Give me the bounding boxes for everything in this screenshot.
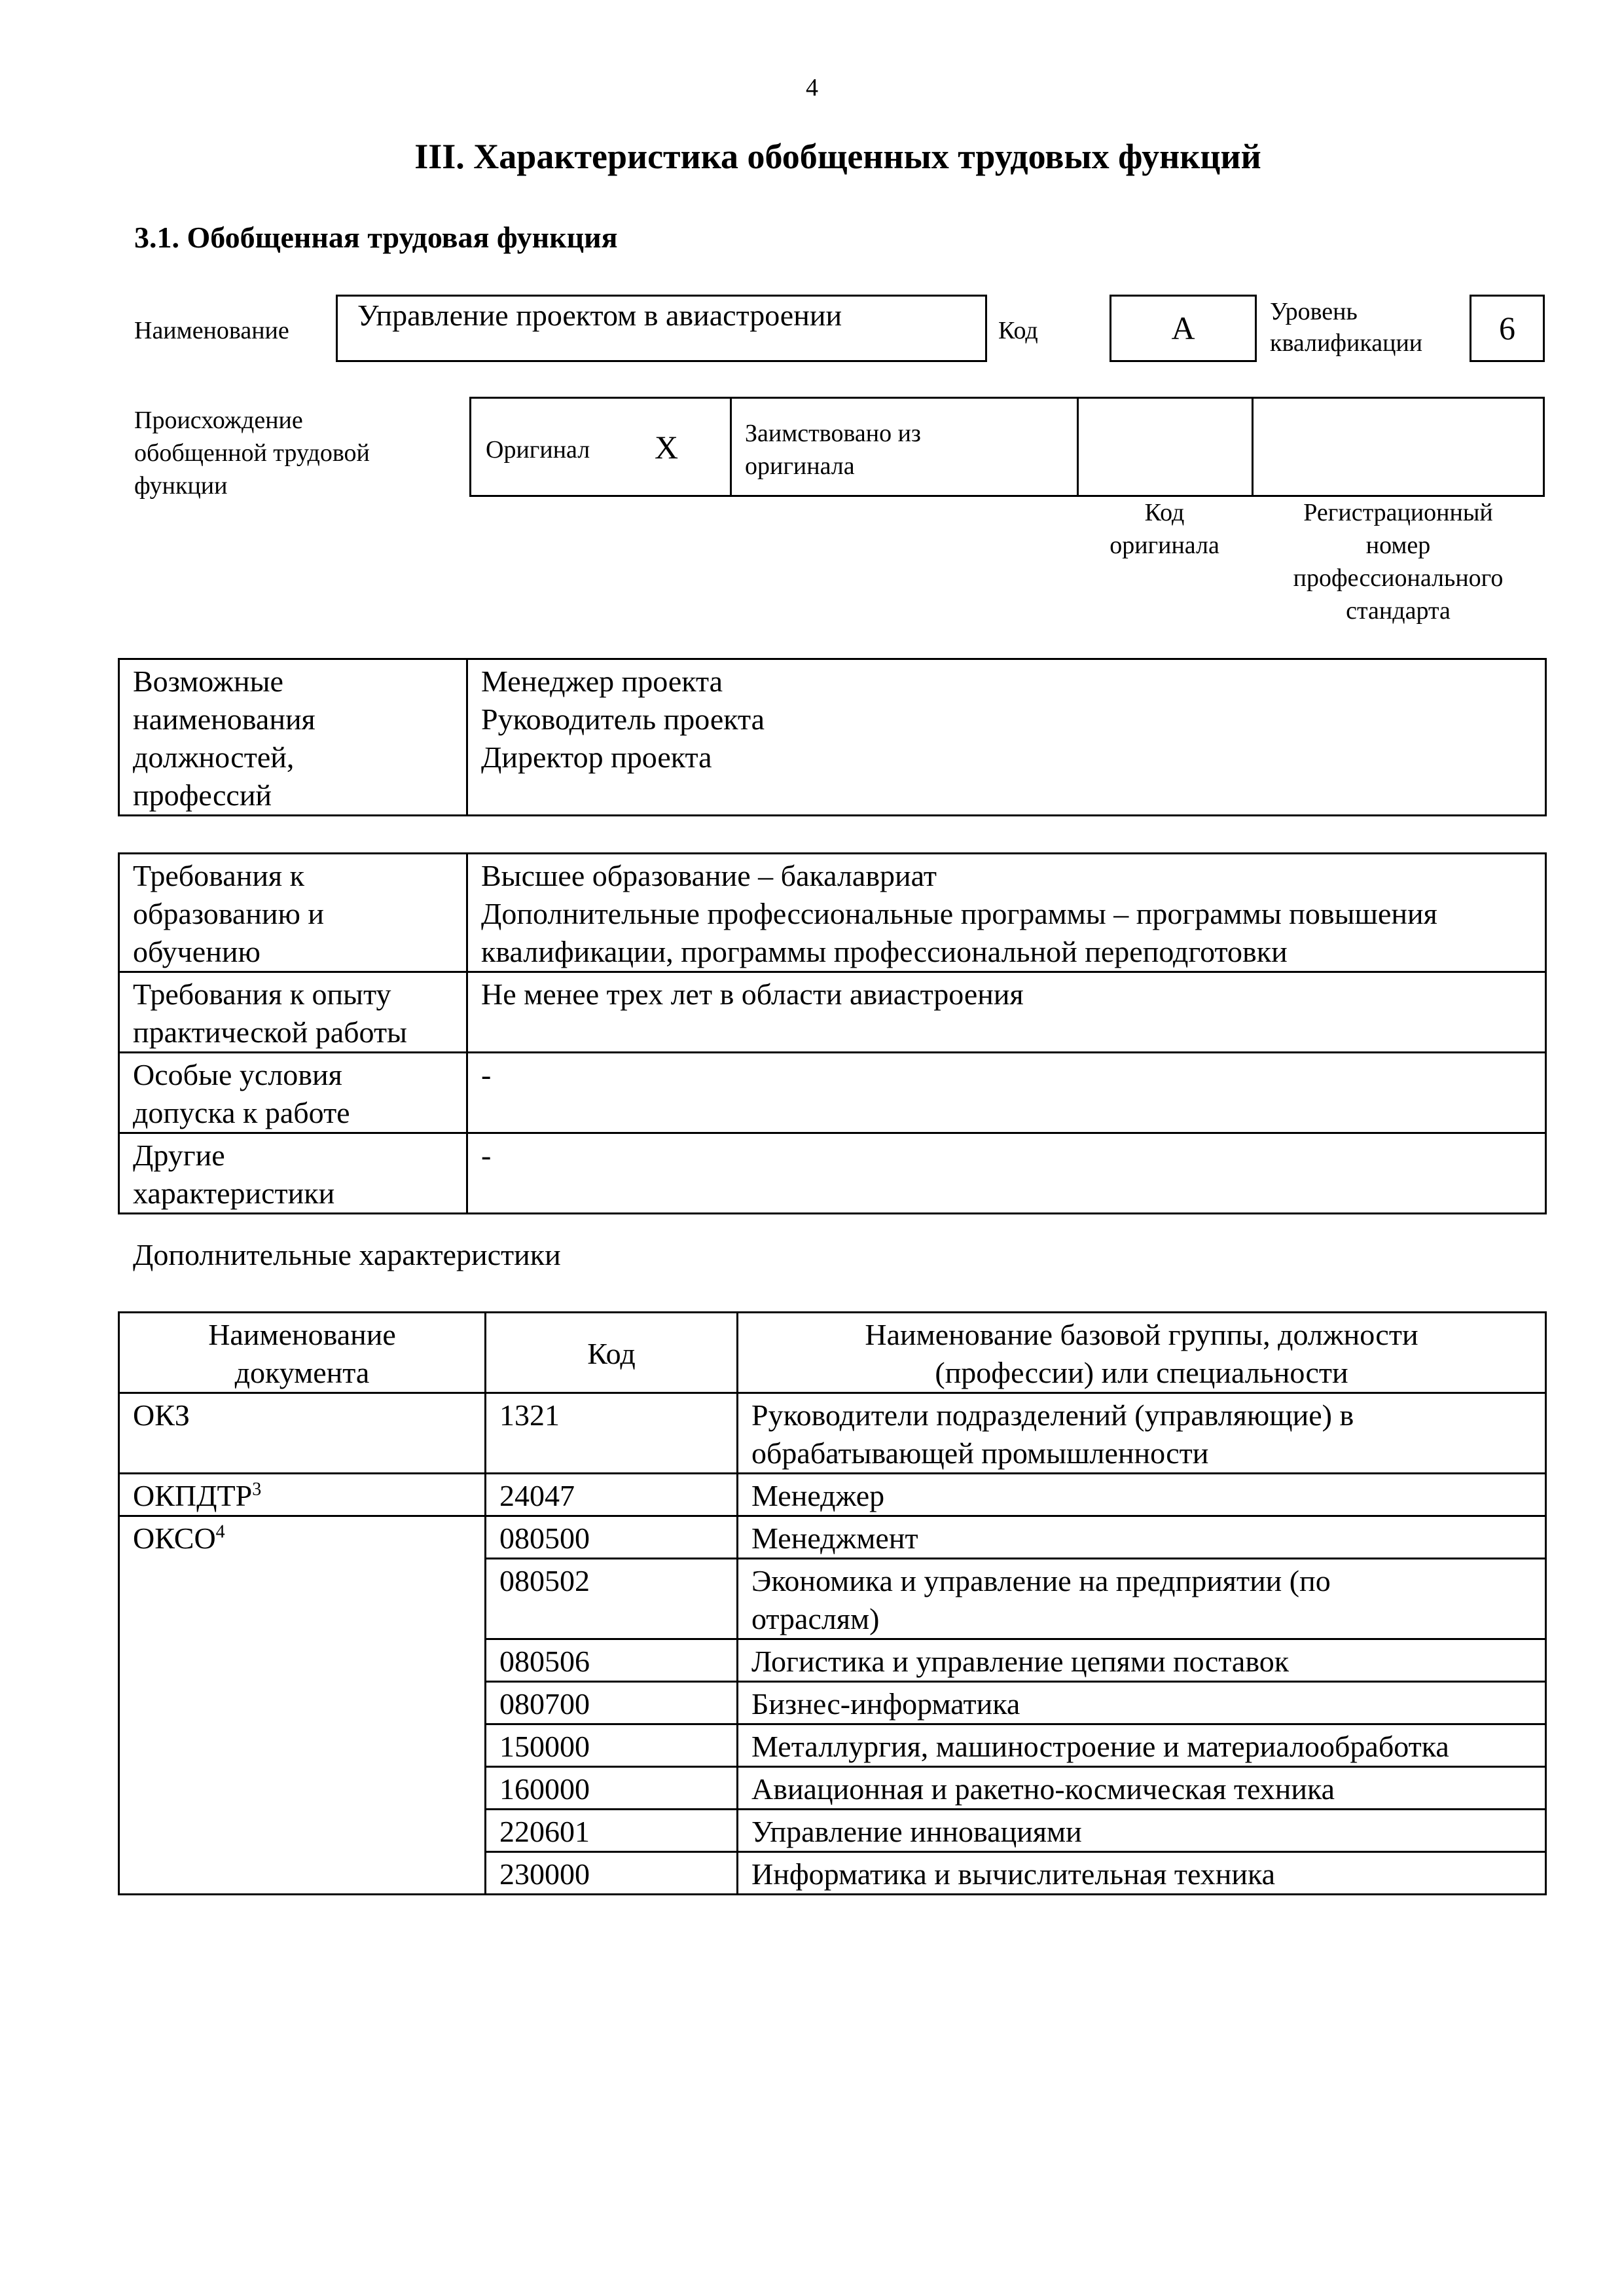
requirement-value: Высшее образование – бакалавриат Дополнительные профессиональные программы – программы повышения квалификации, программы профессиональной переподготовки [467, 854, 1546, 972]
doc-cell: ОКЗ [119, 1393, 486, 1474]
name-cell: Информатика и вычислительная техника [738, 1852, 1546, 1895]
code-cell: 080700 [486, 1682, 738, 1724]
code-cell: 220601 [486, 1810, 738, 1852]
name-cell: Металлургия, машиностроение и материалообработка [738, 1724, 1546, 1767]
requirement-label: Особые условия допуска к работе [119, 1053, 467, 1133]
additional-table [118, 1311, 1547, 1895]
code-cell: 160000 [486, 1767, 738, 1810]
requirements-table [118, 852, 1547, 1214]
name-cell: Авиационная и ракетно-космическая техника [738, 1767, 1546, 1810]
requirement-label: Требования к опыту практической работы [119, 972, 467, 1053]
borrowed-label: Заимствовано из оригинала [745, 420, 921, 480]
requirement-label: Другие характеристики [119, 1133, 467, 1214]
additional-title: Дополнительные характеристики [133, 1238, 561, 1271]
table-row [119, 854, 1546, 972]
doc-cell: ОКСО$^4$ [119, 1516, 486, 1895]
subsection-title: 3.1. Обобщенная трудовая функция [134, 221, 618, 254]
table-header-row [119, 1313, 1546, 1393]
table-row [119, 1053, 1546, 1133]
level-value: 6 [1470, 295, 1545, 362]
name-cell: Логистика и управление цепями поставок [738, 1639, 1546, 1682]
footnote-ref: 4 [215, 1522, 225, 1542]
code-label: Код [998, 317, 1038, 344]
requirement-value: - [467, 1053, 1546, 1133]
code-value: А [1110, 295, 1257, 362]
page-number: 4 [806, 74, 818, 101]
section-title: III. Характеристика обобщенных трудовых функций [414, 137, 1261, 176]
header-doc: Наименование документа [119, 1313, 486, 1393]
header-code: Код [486, 1313, 738, 1393]
requirement-value: Не менее трех лет в области авиастроения [467, 972, 1546, 1053]
positions-label: Возможные наименования должностей, профессий [119, 659, 467, 816]
origin-box [469, 397, 1545, 497]
table-row [119, 972, 1546, 1053]
name-cell: Бизнес-информатика [738, 1682, 1546, 1724]
reg-number-caption: Регистрационный номер профессионального стандарта [1293, 499, 1504, 625]
original-label: Оригинал [486, 436, 590, 464]
table-row [119, 1474, 1546, 1516]
positions-values: Менеджер проекта Руководитель проекта Директор проекта [467, 659, 1546, 816]
table-row [119, 1516, 1546, 1559]
original-mark: Х [655, 429, 679, 465]
name-label: Наименование [134, 317, 289, 344]
origin-label: Происхождение обобщенной трудовой функции [134, 407, 370, 500]
doc-cell: ОКПДТР$^3$ [119, 1474, 486, 1516]
name-cell: Экономика и управление на предприятии (по отраслям) [738, 1559, 1546, 1639]
name-cell: Менеджмент [738, 1516, 1546, 1559]
level-label: Уровень квалификации [1270, 298, 1423, 357]
code-cell: 080502 [486, 1559, 738, 1639]
code-cell: 1321 [486, 1393, 738, 1474]
name-cell: Управление инновациями [738, 1810, 1546, 1852]
name-cell: Менеджер [738, 1474, 1546, 1516]
table-row [119, 1393, 1546, 1474]
code-cell: 080506 [486, 1639, 738, 1682]
requirement-value: - [467, 1133, 1546, 1214]
table-row [119, 1133, 1546, 1214]
code-original-caption: Код оригинала [1110, 499, 1219, 559]
code-cell: 24047 [486, 1474, 738, 1516]
code-cell: 230000 [486, 1852, 738, 1895]
requirement-label: Требования к образованию и обучению [119, 854, 467, 972]
code-cell: 080500 [486, 1516, 738, 1559]
footnote-ref: 3 [252, 1479, 262, 1500]
name-cell: Руководители подразделений (управляющие) в обрабатывающей промышленности [738, 1393, 1546, 1474]
code-cell: 150000 [486, 1724, 738, 1767]
name-value: Управление проектом в авиастроении [336, 295, 987, 362]
positions-table [118, 658, 1547, 816]
header-group: Наименование базовой группы, должности (профессии) или специальности [738, 1313, 1546, 1393]
